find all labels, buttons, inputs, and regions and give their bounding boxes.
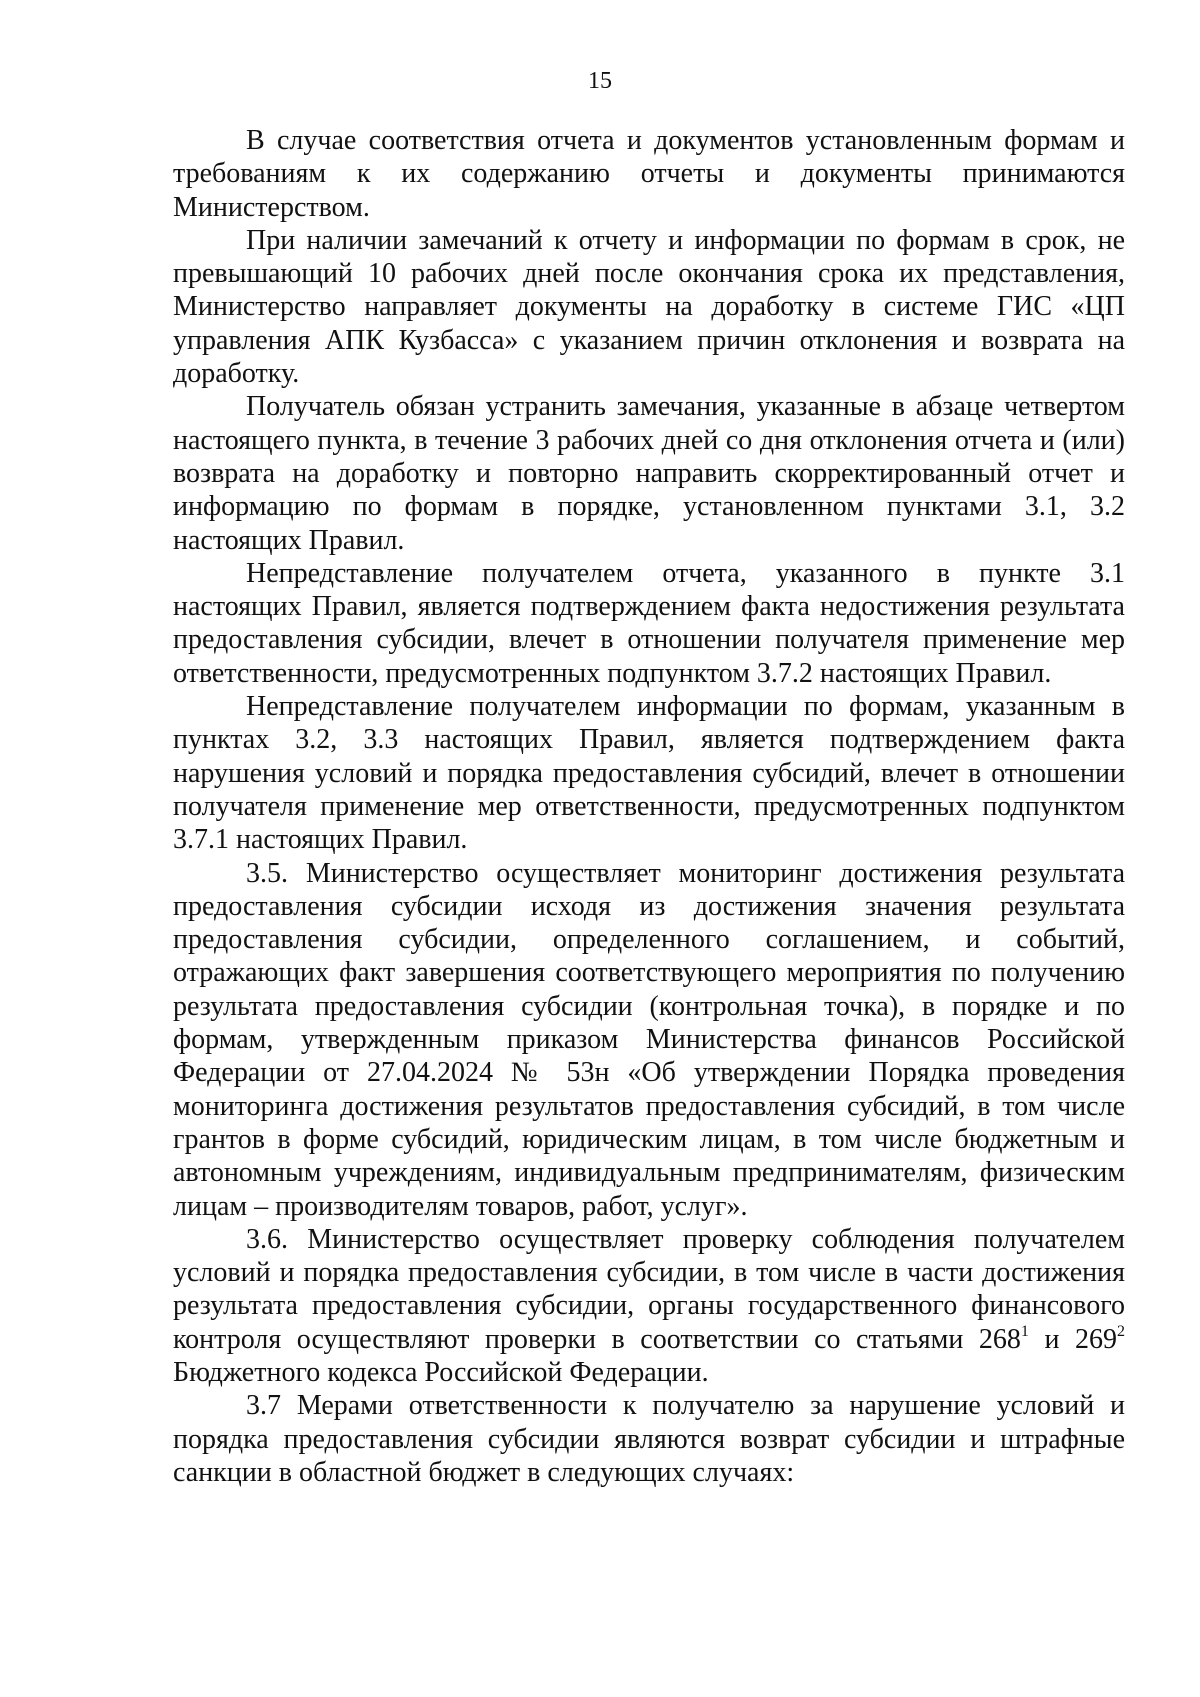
paragraph-3-6-text-before: 3.6. Министерство осуществляет проверку соблюдения получателем условий и порядка предоставления субсидии, в том числе в части достижения результата предоставления субсидии, органы государственного финансового контроля осуществляют проверки в соответствии со статьями 268 [173, 1223, 1125, 1355]
paragraph-3-7-liability: 3.7 Мерами ответственности к получателю за нарушение условий и порядка предоставления субсидии являются возврат субсидии и штрафные санкции в областной бюджет в следующих случаях: [173, 1390, 1125, 1488]
paragraph-report-non-submission: Непредставление получателем отчета, указанного в пункте 3.1 настоящих Правил, является подтверждением факта недостижения результата предоставления субсидии, влечет в отношении получателя применение мер ответственности, предусмотренных подпунктом 3.7.2 настоящих Правил. [173, 557, 1125, 689]
superscript-1: 1 [1020, 1322, 1029, 1340]
document-body [173, 124, 1125, 1489]
superscript-2: 2 [1117, 1322, 1125, 1340]
page-number: 15 [588, 68, 612, 94]
paragraph-acceptance: В случае соответствия отчета и документов установленным формам и требованиям к их содержанию отчеты и документы принимаются Министерством. [173, 125, 1125, 223]
paragraph-3-6-text-middle: и 269 [1028, 1323, 1117, 1355]
paragraph-info-non-submission: Непредставление получателем информации по формам, указанным в пунктах 3.2, 3.3 настоящих Правил, является подтверждением факта нарушения условий и порядка предоставления субсидий, влечет в отношении получателя применение мер ответственности, предусмотренных подпунктом 3.7.1 настоящих Правил. [173, 691, 1125, 856]
paragraph-3-6-verification [173, 1223, 1125, 1389]
paragraph-remarks: При наличии замечаний к отчету и информации по формам в срок, не превышающий 10 рабочих дней после окончания срока их представления, Министерство направляет документы на доработку в системе ГИС «ЦП управления АПК Кузбасса» с указанием причин отклонения и возврата на доработку. [173, 224, 1125, 390]
paragraph-recipient-obligation: Получатель обязан устранить замечания, указанные в абзаце четвертом настоящего пункта, в течение 3 рабочих дней со дня отклонения отчета и (или) возврата на доработку и повторно направить скорректированный отчет и информацию по формам в порядке, установленном пунктами 3.1, 3.2 настоящих Правил. [173, 391, 1125, 556]
paragraph-3-6-text-after: Бюджетного кодекса Российской Федерации. [173, 1356, 709, 1388]
paragraph-3-5-monitoring: 3.5. Министерство осуществляет мониторинг достижения результата предоставления субсидии исходя из достижения значения результата предоставления субсидии, определенного соглашением, и событий, отражающих факт завершения соответствующего мероприятия по получению результата предоставления субсидии (контрольная точка), в порядке и по формам, утвержденным приказом Министерства финансов Российской Федерации от 27.04.2024 № 53н «Об утверждении Порядка проведения мониторинга достижения результатов предоставления субсидий, в том числе грантов в форме субсидий, юридическим лицам, в том числе бюджетным и автономным учреждениям, индивидуальным предпринимателям, физическим лицам – производителям товаров, работ, услуг». [173, 857, 1125, 1222]
